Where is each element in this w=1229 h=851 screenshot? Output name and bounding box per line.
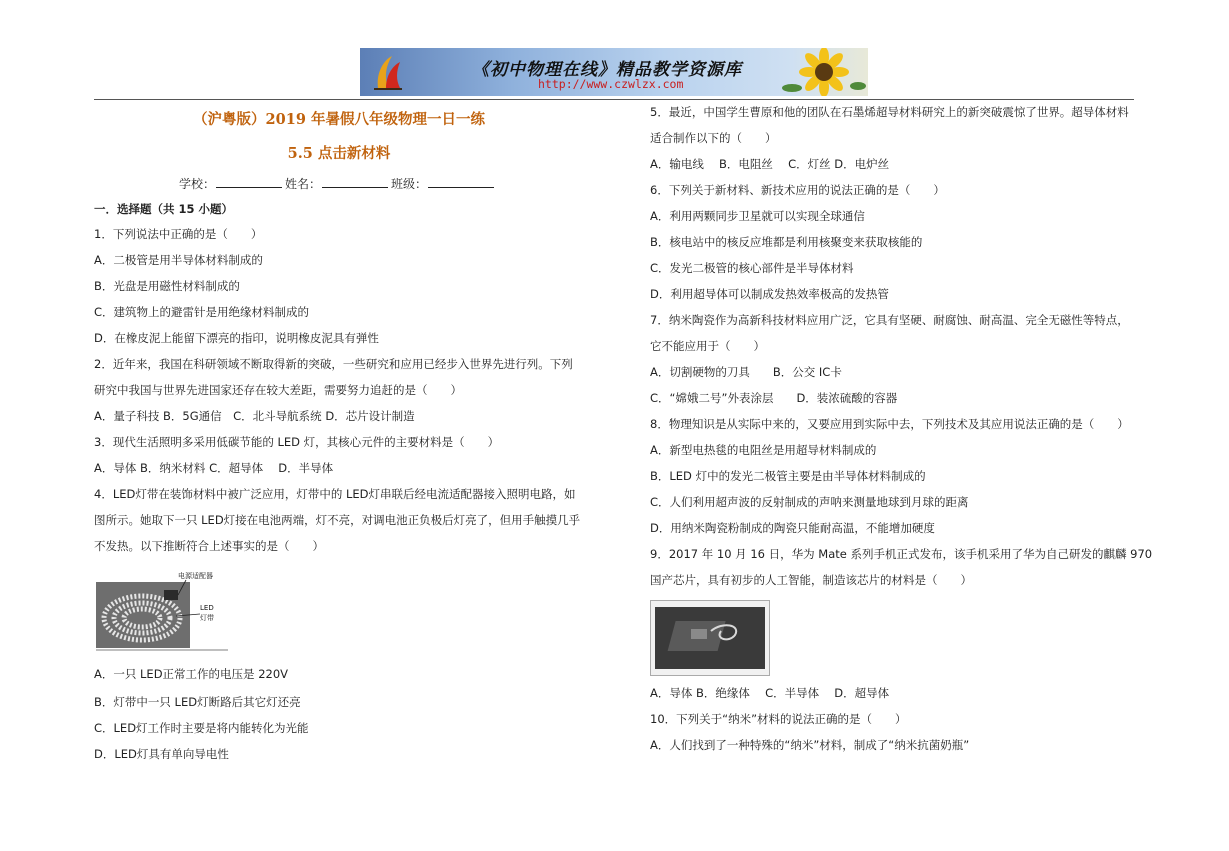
chip-figure: [650, 600, 770, 676]
name-field[interactable]: [322, 177, 388, 188]
option-line: C．建筑物上的避雷针是用绝缘材料制成的: [94, 305, 310, 319]
option-line: D．用纳米陶瓷粉制成的陶瓷只能耐高温，不能增加硬度: [650, 521, 935, 535]
question-line: 图所示。她取下一只 LED灯接在电池两端，灯不亮，对调电池正负极后灯亮了，但用手触摸几乎: [94, 513, 581, 527]
option-line: A．人们找到了一种特殊的“纳米”材料，制成了“纳米抗菌奶瓶”: [650, 738, 970, 752]
question-line: 适合制作以下的（ ）: [650, 131, 777, 145]
question-line: 2．近年来，我国在科研领域不断取得新的突破，一些研究和应用已经步入世界先进行列。下列: [94, 357, 573, 371]
option-line: D．利用超导体可以制成发热效率极高的发热管: [650, 287, 889, 301]
option-line: A．新型电热毯的电阻丝是用超导材料制成的: [650, 443, 877, 457]
question-line: 6．下列关于新材料、新技术应用的说法正确的是（ ）: [650, 183, 945, 197]
strip-label: 灯带: [200, 614, 214, 622]
school-label: 学校：: [179, 177, 216, 191]
option-line: A．一只 LED正常工作的电压是 220V: [94, 667, 289, 681]
led-strip-figure: [96, 568, 230, 652]
banner-title: 《初中物理在线》精品教学资源库: [472, 60, 742, 80]
question-line: 4．LED灯带在装饰材料中被广泛应用，灯带中的 LED灯串联后经电流适配器接入照明电路，如: [94, 487, 576, 501]
question-line: 1．下列说法中正确的是（ ）: [94, 227, 263, 241]
option-line: D．LED灯具有单向导电性: [94, 747, 229, 761]
option-line: A．二极管是用半导体材料制成的: [94, 253, 263, 267]
banner-url[interactable]: http://www.czwlzx.com: [538, 77, 684, 91]
option-line: A．导体 B．纳米材料 C．超导体 D．半导体: [94, 461, 334, 475]
question-line: 它不能应用于（ ）: [650, 339, 765, 353]
name-label: 姓名：: [285, 177, 322, 191]
led-label: LED: [200, 604, 214, 612]
question-line: 国产芯片，具有初步的人工智能，制造该芯片的材料是（ ）: [650, 573, 972, 587]
option-line: D．在橡皮泥上能留下漂亮的指印，说明橡皮泥具有弹性: [94, 331, 379, 345]
option-line: A．量子科技 B．5G通信 C．北斗导航系统 D．芯片设计制造: [94, 409, 415, 423]
header-divider: [94, 99, 1134, 100]
site-logo-icon: [370, 52, 406, 92]
question-line: 7．纳米陶瓷作为高新科技材料应用广泛，它具有坚硬、耐腐蚀、耐高温、完全无磁性等特点，: [650, 313, 1129, 327]
document-title: （沪粤版）2019 年暑假八年级物理一日一练: [193, 111, 485, 128]
question-line: 8．物理知识是从实际中来的，又要应用到实际中去，下列技术及其应用说法正确的是（ ）: [650, 417, 1129, 431]
option-line: C．LED灯工作时主要是将内能转化为光能: [94, 721, 309, 735]
section-heading: 一．选择题（共 15 小题）: [94, 202, 234, 216]
student-info-form: [179, 175, 497, 192]
class-label: 班级：: [391, 177, 428, 191]
option-line: C．发光二极管的核心部件是半导体材料: [650, 261, 854, 275]
school-field[interactable]: [216, 177, 282, 188]
document-subtitle: 5.5 点击新材料: [287, 145, 391, 162]
option-line: A．导体 B．绝缘体 C．半导体 D．超导体: [650, 686, 890, 700]
question-line: 不发热。以下推断符合上述事实的是（ ）: [94, 539, 324, 553]
adapter-label: 电源适配器: [178, 572, 213, 580]
option-line: A．利用两颗同步卫星就可以实现全球通信: [650, 209, 865, 223]
option-line: B．光盘是用磁性材料制成的: [94, 279, 240, 293]
question-line: 研究中我国与世界先进国家还存在较大差距，需要努力追赶的是（ ）: [94, 383, 462, 397]
header-banner: [360, 48, 868, 96]
question-line: 3．现代生活照明多采用低碳节能的 LED 灯，其核心元件的主要材料是（ ）: [94, 435, 500, 449]
option-line: A．输电线 B．电阻丝 C．灯丝 D．电炉丝: [650, 157, 890, 171]
option-line: C．“嫦娥二号”外表涂层 D．装浓硫酸的容器: [650, 391, 898, 405]
question-line: 10．下列关于“纳米”材料的说法正确的是（ ）: [650, 712, 907, 726]
option-line: B．灯带中一只 LED灯断路后其它灯还亮: [94, 695, 301, 709]
sunflower-icon: [780, 48, 866, 96]
question-line: 5．最近，中国学生曹原和他的团队在石墨烯超导材料研究上的新突破震惊了世界。超导体材料: [650, 105, 1129, 119]
option-line: A．切割硬物的刀具 B．公交 IC卡: [650, 365, 842, 379]
question-line: 9．2017 年 10 月 16 日，华为 Mate 系列手机正式发布，该手机采用了华为自己研发的麒麟 970: [650, 547, 1153, 561]
option-line: B．LED 灯中的发光二极管主要是由半导体材料制成的: [650, 469, 926, 483]
option-line: C．人们利用超声波的反射制成的声呐来测量地球到月球的距离: [650, 495, 969, 509]
option-line: B．核电站中的核反应堆都是利用核聚变来获取核能的: [650, 235, 923, 249]
class-field[interactable]: [428, 177, 494, 188]
